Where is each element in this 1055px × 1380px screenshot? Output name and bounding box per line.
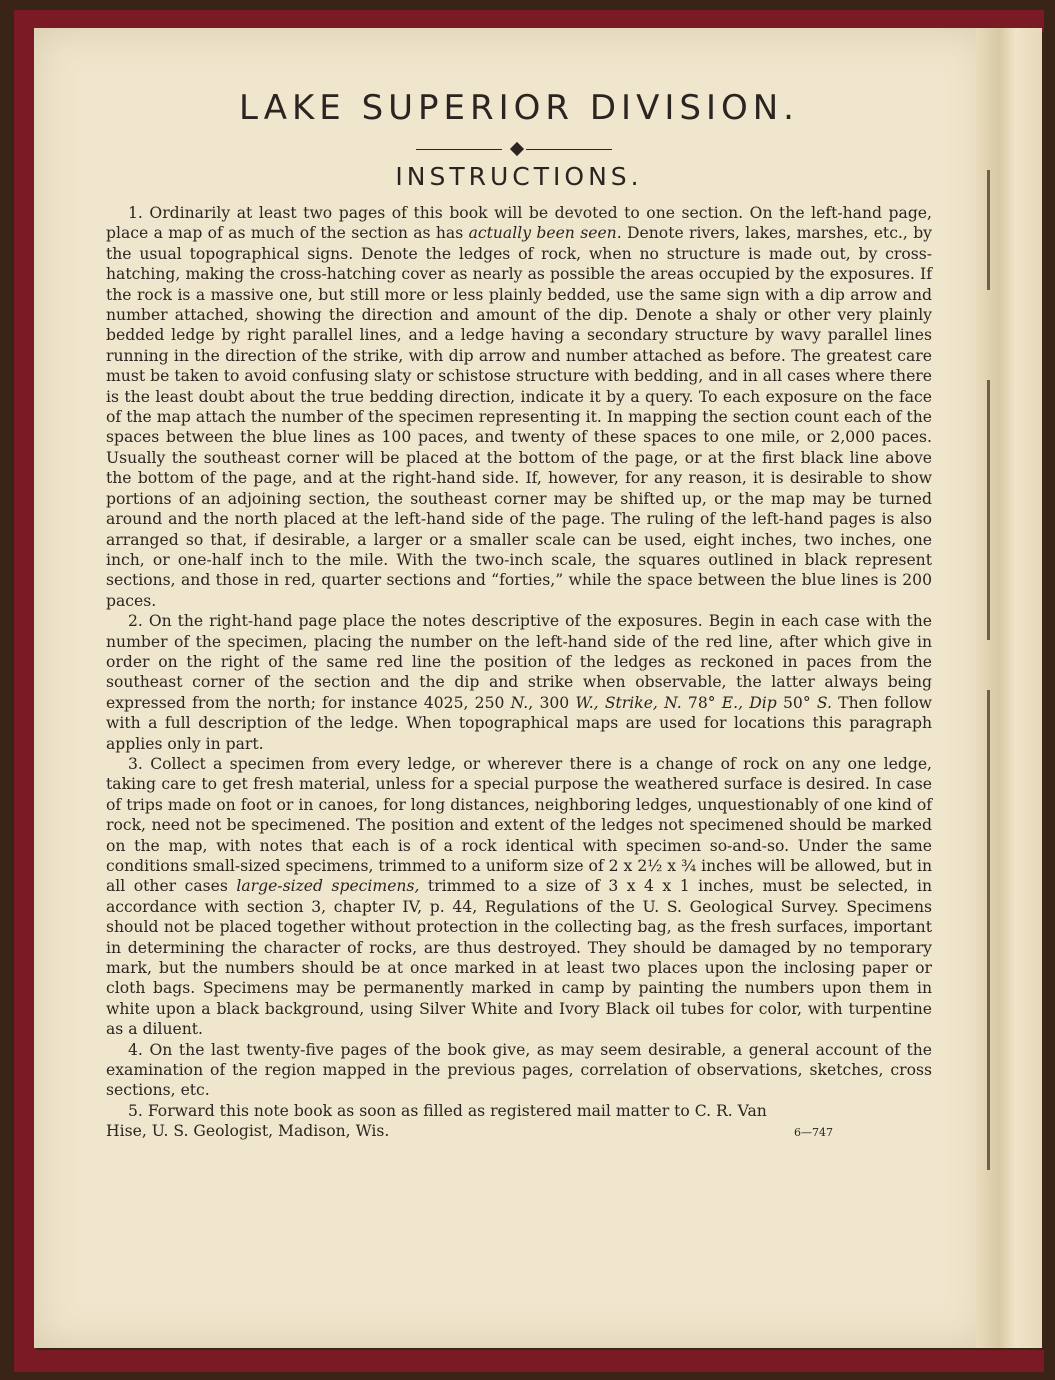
title-ornament (106, 142, 932, 156)
binding-stitch (987, 690, 990, 1170)
p2-text-b: , 300 (528, 693, 576, 712)
instruction-paragraph-3 (106, 754, 932, 1040)
p2-text-c: 78° (681, 693, 722, 712)
p2-emphasis-2: W., Strike, N. (575, 693, 682, 712)
section-heading: INSTRUCTIONS. (395, 162, 643, 191)
cover-edge-bottom (14, 1350, 1044, 1372)
instruction-paragraph-4: 4. On the last twenty-five pages of the book give, as may seem desirable, a general account of the examination of the region mapped in the previous pages, correlation of observations, sketches, cross sections, etc. (106, 1040, 932, 1100)
instruction-paragraph-2 (106, 611, 932, 754)
p5-text-b: Hise, U. S. Geologist, Madison, Wis. (106, 1122, 390, 1141)
instructions-content (106, 80, 932, 1142)
cover-edge-left (14, 10, 36, 1370)
binding-stitch (987, 380, 990, 640)
p1-text-b: Denote rivers, lakes, marshes, etc., by the usual topographical signs. Denote the ledges of rock, when no structure is made out, by cross-hatching, making the cross-hatching cover as nearly as possible the areas occupied by the exposures. If the rock is a massive one, but still more or less plainly bedded, use the same sign with a dip arrow and number attached, showing the direction and amount of the dip. Denote a shaly or other very plainly bedded ledge by right parallel lines, and a ledge having a secondary structure by wavy parallel lines running in the direction of the strike, with dip arrow and number attached as before. The greatest care must be taken to avoid confusing slaty or schistose structure with bedding, and in all cases where there is the least doubt about the true bedding direction, indicate it by a query. To each exposure on the face of the map attach the number of the specimen representing it. In mapping the section count each of the spaces between the blue lines as 100 paces, and twenty of these spaces to one mile, or 2,000 paces. Usually the southeast corner will be placed at the bottom of the page, or at the first black line above the bottom of the page, and at the right-hand side. If, however, for any reason, it is desirable to show portions of an adjoining section, the southeast corner may be shifted up, or the map may be turned around and the north placed at the left-hand side of the page. The ruling of the left-hand pages is also arranged so that, if desirable, a larger or a smaller scale can be used, eight inches, two inches, one inch, or one-half inch to the mile. With the two-inch scale, the squares outlined in black represent sections, and those in red, quarter sections and “forties,” while the space between the blue lines is 200 paces. (106, 224, 932, 610)
p2-text-d: 50° (776, 693, 817, 712)
ornament-line-left (416, 149, 502, 150)
ornament-diamond-icon (510, 142, 524, 156)
book-gutter (976, 28, 1042, 1348)
ornament-line-right (526, 149, 612, 150)
p3-emphasis: large-sized specimens, (236, 877, 420, 896)
page-title: LAKE SUPERIOR DIVISION. (239, 88, 799, 128)
instruction-paragraph-5-end (106, 1121, 932, 1141)
p2-text-e: Then follow with a full description of the ledge. When topographical maps are used for locations this paragraph applies only in part. (106, 693, 932, 753)
p2-emphasis-1: N. (510, 693, 529, 712)
p3-text-a: 3. Collect a specimen from every ledge, or wherever there is a change of rock on any one ledge, taking care to get fresh material, unless for a special purpose the weathered surface is desired. In case of trips made on foot or in canoes, for long distances, neighboring ledges, unquestionably of one kind of rock, need not be specimened. The position and extent of the ledges not specimened should be marked on the map, with notes that each is of a rock identical with specimen so-and-so. Under the same conditions small-sized specimens, trimmed to a uniform size of 2 x 2½ x ¾ inches will be allowed, but in all other cases (106, 754, 932, 896)
p2-emphasis-3: E., Dip (721, 693, 777, 712)
instruction-paragraph-1 (106, 203, 932, 611)
p2-emphasis-4: S. (816, 693, 832, 712)
print-number: 6—747 (794, 1126, 833, 1140)
p2-text-a: 2. On the right-hand page place the notes descriptive of the exposures. Begin in each case with the number of the specimen, placing the number on the left-hand side of the red line, after which give in order on the right of the same red line the position of the ledges as reckoned in paces from the southeast corner of the section and the dip and strike when observable, the latter always being expressed from the north; for instance 4025, 250 (106, 612, 932, 712)
p1-text-a: 1. Ordinarily at least two pages of this book will be devoted to one section. On the left-hand page, place a map of as much of the section as has (106, 204, 932, 243)
p1-emphasis: actually been seen. (468, 224, 622, 243)
binding-stitch (987, 170, 990, 290)
instruction-paragraph-5: 5. Forward this note book as soon as filled as registered mail matter to C. R. Van (128, 1101, 767, 1120)
p3-text-b: trimmed to a size of 3 x 4 x 1 inches, must be selected, in accordance with section 3, chapter IV, p. 44, Regulations of the U. S. Geological Survey. Specimens should not be placed together without protection in the collecting bag, as the fresh surfaces, important in determining the character of rocks, are thus destroyed. They should be damaged by no temporary mark, but the numbers should be at once marked in at least two places upon the inclosing paper or cloth bags. Specimens may be permanently marked in camp by painting the numbers upon them in white upon a black background, using Silver White and Ivory Black oil tubes for color, with turpentine as a diluent. (106, 877, 932, 1039)
